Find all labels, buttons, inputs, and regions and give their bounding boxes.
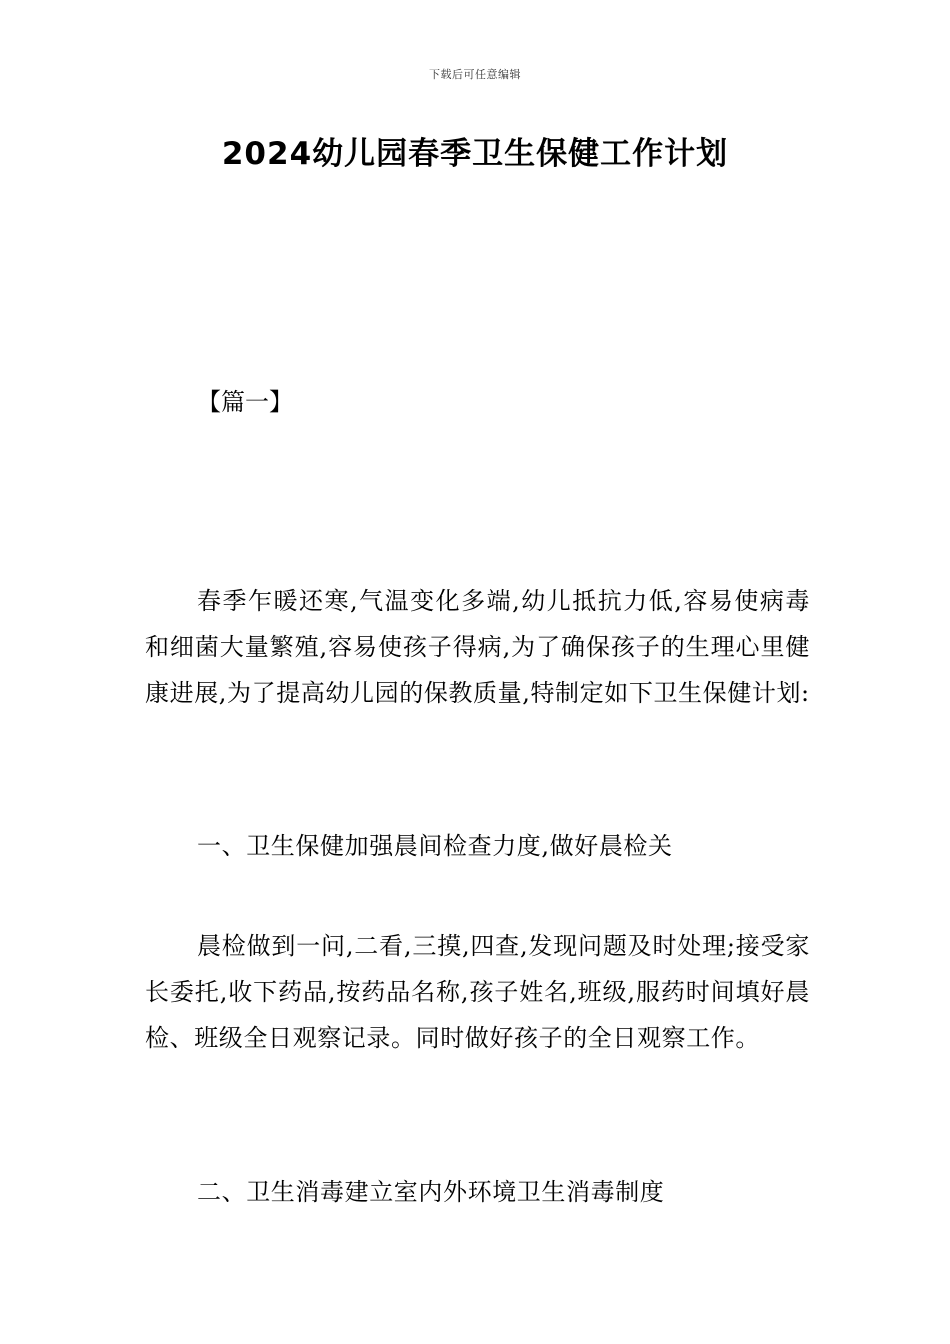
section-heading-1: 一、卫生保健加强晨间检查力度,做好晨检关 bbox=[197, 832, 673, 860]
morning-check-paragraph: 晨检做到一问,二看,三摸,四查,发现问题及时处理;接受家长委托,收下药品,按药品名称,孩子姓名,班级,服药时间填好晨检、班级全日观察记录。同时做好孩子的全日观察工作。 bbox=[145, 932, 810, 1052]
section-marker: 【篇一】 bbox=[197, 388, 293, 416]
intro-paragraph: 春季乍暖还寒,气温变化多端,幼儿抵抗力低,容易使病毒和细菌大量繁殖,容易使孩子得病,为了确保孩子的生理心里健康进展,为了提高幼儿园的保教质量,特制定如下卫生保健计划: bbox=[145, 587, 810, 707]
header-note: 下载后可任意编辑 bbox=[429, 68, 521, 81]
section-heading-2: 二、卫生消毒建立室内外环境卫生消毒制度 bbox=[197, 1178, 665, 1206]
document-title: 2024幼儿园春季卫生保健工作计划 bbox=[221, 136, 729, 172]
